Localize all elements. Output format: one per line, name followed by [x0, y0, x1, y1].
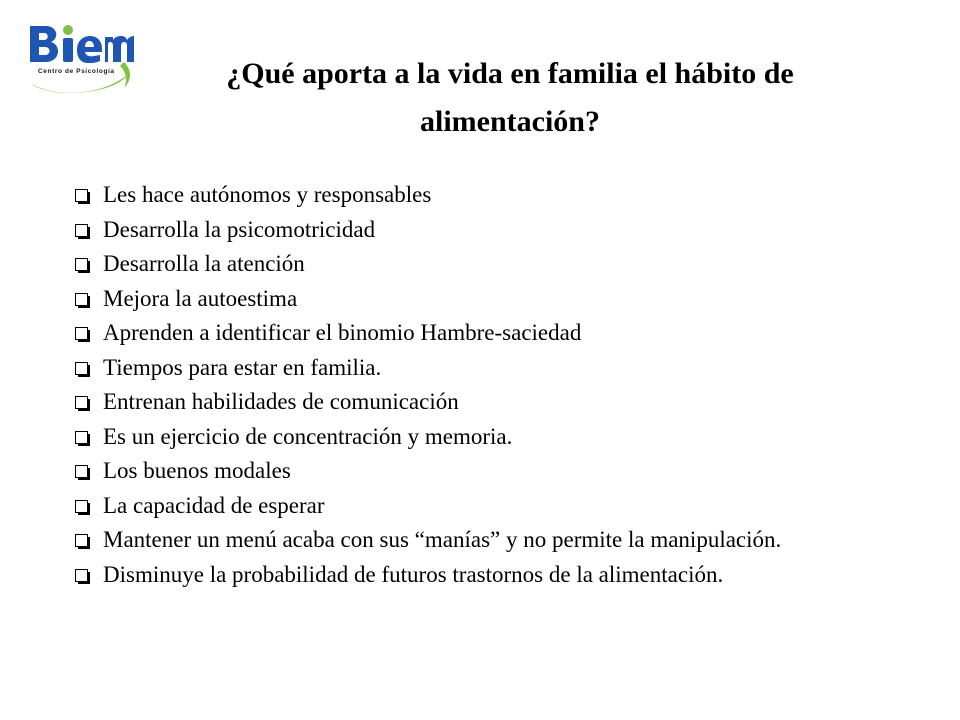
list-item-text: Disminuye la probabilidad de futuros trastornos de la alimentación.: [103, 561, 724, 587]
hollow-square-bullet-icon: [75, 569, 90, 584]
list-item: [75, 390, 935, 413]
bullet-list: [75, 183, 935, 597]
hollow-square-bullet-icon: [75, 500, 90, 515]
list-item: [75, 252, 935, 275]
list-item: [75, 287, 935, 310]
hollow-square-bullet-icon: [75, 362, 90, 377]
list-item-text: Entrenan habilidades de comunicación: [103, 389, 459, 414]
list-item-text: Es un ejercicio de concentración y memoria.: [103, 423, 513, 449]
logo-tagline: Centro de Psicología: [38, 68, 115, 75]
list-item-text: Aprenden a identificar el binomio Hambre-saciedad: [103, 320, 582, 345]
list-item-text: La capacidad de esperar: [103, 492, 325, 518]
list-item-text: Los buenos modales: [103, 458, 291, 483]
list-item: [75, 218, 935, 241]
biem-logo: [24, 18, 136, 98]
list-item-text: Mantener un menú acaba con sus “manías” y no permite la manipulación.: [103, 527, 782, 552]
list-item: [75, 425, 935, 448]
list-item: [75, 356, 935, 379]
hollow-square-bullet-icon: [75, 258, 90, 273]
hollow-square-bullet-icon: [75, 224, 90, 239]
list-item: [75, 321, 935, 344]
list-item: [75, 183, 935, 206]
hollow-square-bullet-icon: [75, 396, 90, 411]
hollow-square-bullet-icon: [75, 431, 90, 446]
biem-logo-graphic: [24, 18, 136, 98]
list-item: [75, 494, 935, 517]
page-title: ¿Qué aporta a la vida en familia el hábito de alimentación?: [226, 57, 794, 139]
hollow-square-bullet-icon: [75, 189, 90, 204]
hollow-square-bullet-icon: [75, 327, 90, 342]
hollow-square-bullet-icon: [75, 465, 90, 480]
list-item-text: Desarrolla la psicomotricidad: [103, 216, 376, 242]
hollow-square-bullet-icon: [75, 534, 90, 549]
list-item-text: Les hace autónomos y responsables: [103, 182, 432, 207]
list-item-text: Desarrolla la atención: [103, 251, 305, 276]
list-item-text: Tiempos para estar en familia.: [103, 354, 382, 380]
list-item: [75, 528, 935, 551]
list-item-text: Mejora la autoestima: [103, 285, 298, 311]
list-item: [75, 563, 935, 586]
hollow-square-bullet-icon: [75, 293, 90, 308]
list-item: [75, 459, 935, 482]
